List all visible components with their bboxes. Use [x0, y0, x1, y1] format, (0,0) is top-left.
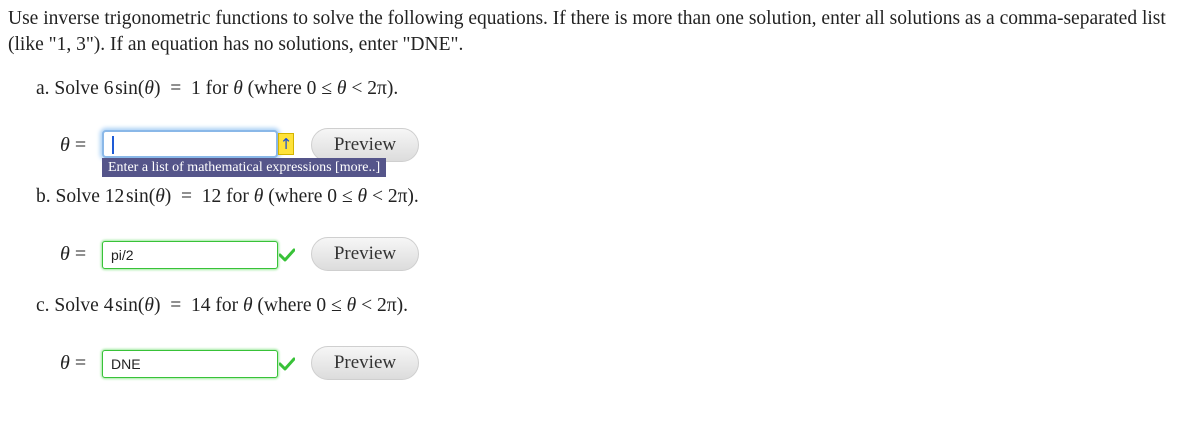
question-b-where-open: (where 0 ≤	[268, 186, 353, 207]
answer-c-equals: =	[74, 352, 87, 374]
text-cursor	[112, 136, 114, 154]
preview-button-c[interactable]: Preview	[311, 346, 419, 380]
checkmark-icon	[279, 248, 295, 262]
question-b-rhs: 12	[201, 186, 222, 207]
question-a-for: for	[205, 78, 229, 99]
answer-a-label	[60, 134, 86, 157]
question-c-where-close: < 2π).	[361, 295, 408, 316]
question-a-rhs: 1	[190, 78, 201, 99]
input-hint-tooltip: Enter a list of mathematical expressions [more..]	[102, 158, 386, 177]
answer-a-input[interactable]	[102, 130, 278, 158]
question-a-func: sin	[115, 78, 138, 99]
preview-button-b[interactable]: Preview	[311, 237, 419, 271]
question-b-theta: θ	[155, 186, 165, 207]
answer-a-equals: =	[74, 134, 87, 156]
question-c-equals: =	[170, 295, 182, 316]
question-b-verb: Solve	[55, 186, 100, 207]
answer-a-theta: θ	[60, 134, 70, 156]
answer-b-input[interactable]	[102, 241, 278, 269]
instructions: Use inverse trigonometric functions to solve the following equations. If there is more than one solution, enter all solutions as a comma-separated list (like "1, 3"). If an equation has no solutions, enter "DNE".	[8, 8, 1166, 55]
question-b-equals: =	[181, 186, 193, 207]
question-c-theta-2: θ	[242, 295, 253, 316]
question-b: b. Solve 12 sin(θ) = 12 for θ (where 0 ≤ θ < 2π).	[36, 186, 419, 207]
question-b-for: for	[226, 186, 249, 207]
answer-c-theta: θ	[60, 352, 70, 374]
question-c-theta: θ	[144, 295, 154, 316]
answer-b-label	[60, 243, 86, 266]
question-c-theta-3: θ	[346, 295, 357, 316]
question-b-coef: 12	[104, 186, 125, 207]
arrow-up-icon: ↑	[279, 135, 293, 153]
question-b-letter: b.	[36, 186, 51, 207]
question-a-theta-3: θ	[336, 78, 347, 99]
question-c-for: for	[215, 295, 239, 316]
question-a-letter: a.	[36, 78, 50, 99]
question-c: c. Solve 4 sin(θ) = 14 for θ (where 0 ≤ θ < 2π).	[36, 295, 408, 316]
answer-c-value: DNE	[111, 356, 141, 372]
question-a-coef: 6	[103, 78, 114, 99]
question-c-func: sin	[115, 295, 138, 316]
question-a-theta-2: θ	[233, 78, 243, 99]
question-b-func: sin	[125, 186, 149, 207]
question-a-theta: θ	[144, 78, 154, 99]
question-c-letter: c.	[36, 295, 50, 316]
answer-b-equals: =	[74, 243, 87, 265]
preview-button-a[interactable]: Preview	[311, 128, 419, 162]
question-b-where-close: < 2π).	[371, 186, 419, 207]
question-c-coef: 4	[103, 295, 114, 316]
answer-b-theta: θ	[60, 243, 70, 265]
question-c-where-open: (where 0 ≤	[257, 295, 342, 316]
answer-c-label	[60, 352, 86, 375]
question-a-equals: =	[170, 78, 182, 99]
question-a-verb: Solve	[54, 78, 99, 99]
answer-b-value: pi/2	[111, 247, 134, 263]
question-b-theta-2: θ	[253, 186, 264, 207]
question-a-where-open: (where 0 ≤	[247, 78, 333, 99]
question-a-where-close: < 2π).	[351, 78, 399, 99]
question-c-rhs: 14	[190, 295, 211, 316]
question-c-verb: Solve	[54, 295, 99, 316]
question-a: a. Solve 6 sin(θ) = 1 for θ (where 0 ≤ θ < 2π).	[36, 78, 399, 99]
checkmark-icon	[279, 357, 295, 371]
question-b-theta-3: θ	[357, 186, 368, 207]
answer-c-input[interactable]	[102, 350, 278, 378]
